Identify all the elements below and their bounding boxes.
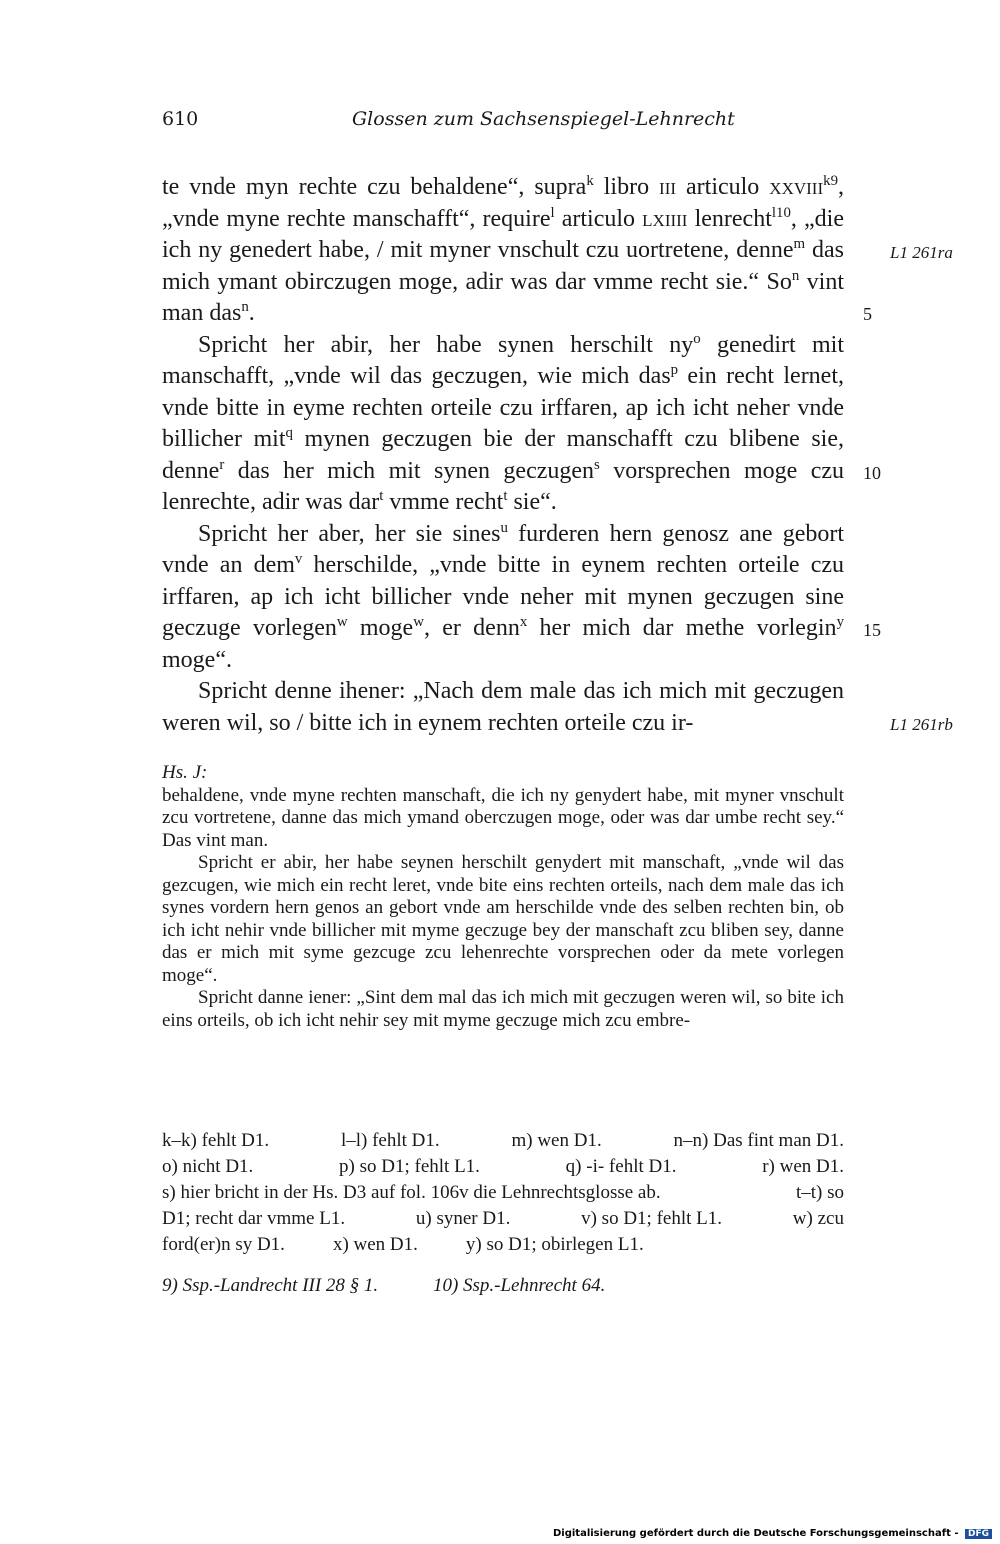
source-note: 10) Ssp.-Lehnrecht 64. (432, 1275, 606, 1296)
dfg-logo: DFG (965, 1529, 992, 1539)
apparatus-entry: y) so D1; obirlegen L1. (465, 1234, 644, 1255)
apparatus-entry: r) wen D1. (762, 1156, 844, 1177)
margin-note-2: L1 261rb (890, 715, 953, 734)
apparatus-row (162, 1128, 844, 1154)
main-paragraph-4: Spricht denne ihener: „Nach dem male das ich mich mit geczugen weren wil, so / bitte ich in eynem rechten orteile czu ir- (162, 678, 844, 736)
main-paragraph-1: te vnde myn rechte czu behaldene“, supra$^k$ libro iii articulo xxviii$^{k9}$, „vnde myne rechte manschafft“, require$^l$ articulo lxiiii lenrecht$^{l10}$, „die ich ny genedert habe, / mit myner vnschult czu uortretene, denne$^m$ das mich ymant obirczugen moge, adir was dar vmme recht sie.“ So$^n$ vint man das$^n$. (162, 173, 845, 326)
main-paragraph-3: Spricht her aber, her sie sines$^u$ furderen hern genosz ane gebort vnde an dem$^v$ herschilde, „vnde bitte in eynem rechten orteile czu irffaren, ap ich icht billicher vnde neher mit mynen geczugen sine geczuge vorlegen$^w$ moge$^w$, er denn$^x$ her mich dar methe vorlegin$^y$ moge“. (162, 519, 845, 673)
apparatus-row (162, 1206, 844, 1232)
critical-apparatus (162, 1128, 844, 1258)
apparatus-entry: ford(er)n sy D1. (162, 1234, 285, 1255)
apparatus-entry: v) so D1; fehlt L1. (581, 1208, 723, 1229)
running-title: Glossen zum Sachsenspiegel-Lehnrecht (352, 108, 735, 130)
apparatus-entry: w) zcu (792, 1208, 844, 1229)
apparatus-entry: o) nicht D1. (162, 1156, 254, 1177)
apparatus-entry: D1; recht dar vmme L1. (162, 1208, 346, 1229)
apparatus-entry: m) wen D1. (511, 1130, 602, 1151)
page-number: 610 (162, 108, 199, 130)
line-number-10: 10 (863, 463, 881, 483)
apparatus-entry: q) -i- fehlt D1. (565, 1156, 677, 1177)
apparatus-row (162, 1232, 844, 1258)
credit-text: Digitalisierung gefördert durch die Deutsche Forschungsgemeinschaft - (552, 1528, 959, 1539)
apparatus-entry: u) syner D1. (415, 1208, 511, 1229)
line-number-15: 15 (863, 620, 881, 640)
apparatus-entry: x) wen D1. (332, 1234, 418, 1255)
source-notes (162, 1275, 655, 1297)
line-number-5: 5 (863, 304, 872, 324)
hs-j-paragraph-1: behaldene, vnde myne rechten manschaft, die ich ny genydert habe, mit myner vnschult zcu vortretene, danne das mich ymand oberczugen moge, oder was dar umbe recht sey.“ Das vint man. (162, 784, 844, 851)
digitization-credit (553, 1528, 992, 1539)
hs-j-paragraph-2: Spricht er abir, her habe seynen herschilt genydert mit manschaft, „vnde wil das gezcugen, wie mich ein recht leret, vnde bite eins rechten orteils, nach dem male das ich synes vordern hern genos an gebort vnde am herschilde vnde des selben rechten bin, ob ich icht nehir vnde billicher mit myme geczuge bey der manschaft zcu bliben sey, danne das er mich mit syme gezcuge zcu lehenrechte vorsprechen oder da mete vorlegen moge“. (162, 852, 844, 986)
apparatus-entry: n–n) Das fint man D1. (673, 1130, 844, 1151)
apparatus-entry: s) hier bricht in der Hs. D3 auf fol. 106v die Lehnrechtsglosse ab. (162, 1182, 661, 1203)
apparatus-row (162, 1154, 844, 1180)
apparatus-entry: l–l) fehlt D1. (340, 1130, 440, 1151)
main-text (162, 172, 844, 739)
hs-j-paragraph-3: Spricht danne iener: „Sint dem mal das ich mich mit geczugen weren wil, so bite ich eins orteils, ob ich icht nehir sey mit myme geczuge mich zcu embre- (162, 987, 844, 1031)
apparatus-entry: k–k) fehlt D1. (162, 1130, 270, 1151)
hs-j-label: Hs. J: (162, 762, 208, 783)
hs-j-section (162, 762, 844, 1032)
apparatus-row (162, 1180, 844, 1206)
source-note: 9) Ssp.-Landrecht III 28 § 1. (162, 1275, 379, 1296)
apparatus-entry: p) so D1; fehlt L1. (339, 1156, 480, 1177)
margin-note-1: L1 261ra (890, 243, 953, 262)
apparatus-entry: t–t) so (795, 1182, 844, 1203)
main-paragraph-2: Spricht her abir, her habe synen herschilt $ny^o$ genedirt mit manschafft, „vnde wil das geczugen, wie mich das$^p$ ein recht lernet, vnde bitte in eyme rechten orteile czu irffaren, ap ich icht neher vnde billicher mit$^q$ mynen geczugen bie der manschafft czu blibene sie, denne$^r$ das her mich mit synen geczugen$^s$ vorsprechen moge czu lenrechte, adir was dar$^t$ vmme recht$^t$ sie“. (162, 330, 845, 515)
